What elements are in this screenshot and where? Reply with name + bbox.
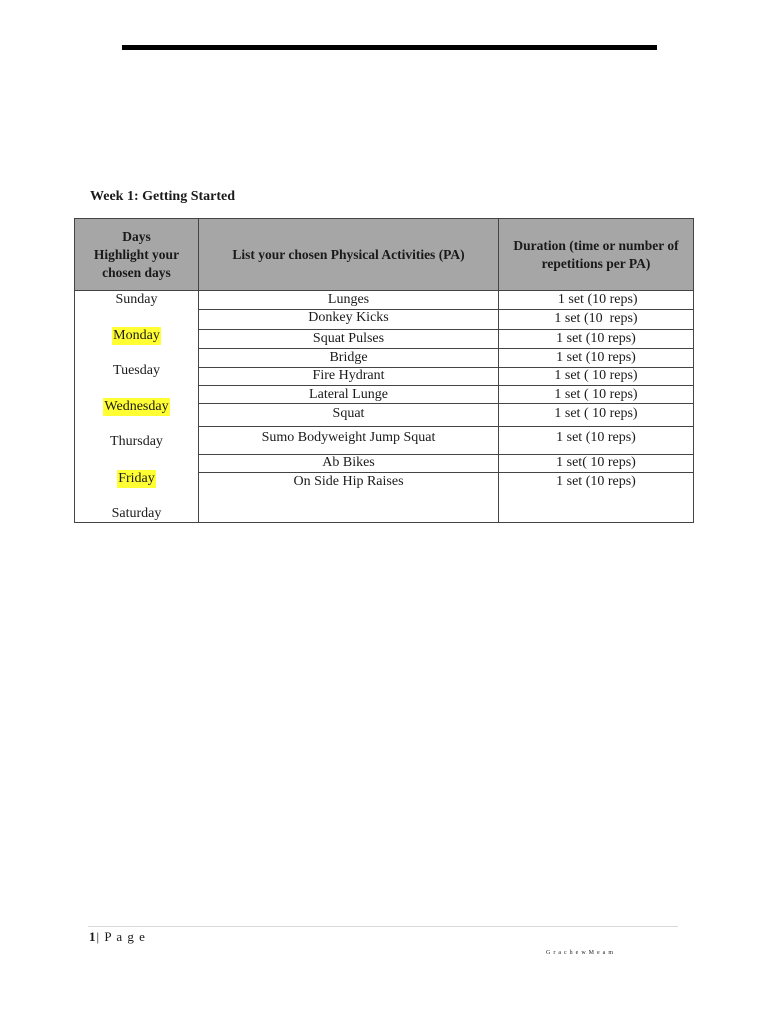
activity-name: Sumo Bodyweight Jump Squat xyxy=(261,430,436,445)
activity-duration: 1 set (10 reps) xyxy=(556,350,636,365)
footer-rule xyxy=(88,926,678,927)
activity-duration: 1 set (10 reps) xyxy=(556,430,636,445)
activity-duration: 1 set ( 10 reps) xyxy=(554,368,638,383)
activity-duration: 1 set ( 10 reps) xyxy=(554,406,638,421)
activity-duration: 1 set (10 reps) xyxy=(554,292,638,307)
activity-name: On Side Hip Raises xyxy=(293,474,404,489)
page-number-value: 1 xyxy=(89,929,97,944)
day-wednesday: Wednesday xyxy=(104,399,169,414)
day-saturday: Saturday xyxy=(111,506,162,521)
activity-name: Bridge xyxy=(329,350,368,365)
page-number xyxy=(89,929,146,945)
activity-duration: 1 set (10 reps) xyxy=(554,311,638,326)
row-divider xyxy=(199,426,693,427)
activity-table xyxy=(74,218,694,523)
author-name: GrachewMeam xyxy=(546,950,616,956)
week-title: Week 1: Getting Started xyxy=(90,189,236,204)
day-monday: Monday xyxy=(113,328,160,343)
activity-duration: 1 set (10 reps) xyxy=(556,474,636,489)
activity-name: Ab Bikes xyxy=(322,455,375,470)
day-thursday: Thursday xyxy=(110,434,163,449)
activity-duration: 1 set (10 reps) xyxy=(556,331,636,346)
page-label: | P a g e xyxy=(96,929,146,944)
activity-name: Lunges xyxy=(327,292,370,307)
header-days: Days Highlight your chosen days xyxy=(93,228,180,280)
header-activities: List your chosen Physical Activities (PA) xyxy=(232,246,465,262)
activity-name: Lateral Lunge xyxy=(309,387,388,402)
activity-duration: 1 set ( 10 reps) xyxy=(554,387,638,402)
header-rule xyxy=(122,45,657,50)
activity-name: Donkey Kicks xyxy=(308,310,389,325)
header-duration: Duration (time or number of repetitions per PA) xyxy=(513,237,679,271)
day-sunday: Sunday xyxy=(115,292,158,307)
activity-name: Squat Pulses xyxy=(312,331,385,346)
activity-name: Fire Hydrant xyxy=(312,368,385,383)
day-tuesday: Tuesday xyxy=(113,363,160,378)
day-friday: Friday xyxy=(118,471,155,486)
activity-name: Squat xyxy=(332,406,365,421)
activity-duration: 1 set( 10 reps) xyxy=(556,455,636,470)
